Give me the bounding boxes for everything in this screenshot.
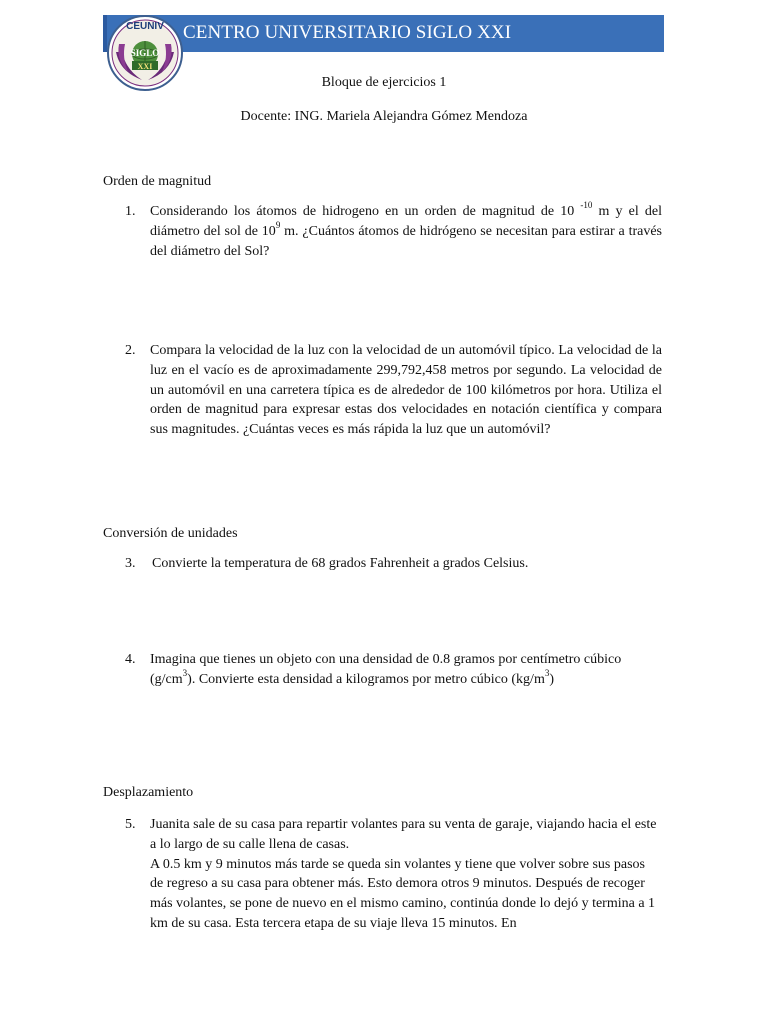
exercise-text-paragraph-1: Juanita sale de su casa para repartir volantes para su venta de garaje, viajando hacia el este a lo largo de su calle llena de casas. [150,817,657,852]
exercise-number: 1. [125,204,136,219]
section-title-desplazamiento: Desplazamiento [103,785,194,800]
exercise-text: Convierte la temperatura de 68 grados Fahrenheit a grados Celsius. [152,556,529,571]
logo-siglo-text: SIGLO [130,48,160,58]
exercise-number: 4. [125,652,136,667]
teacher-line: Docente: ING. Mariela Alejandra Gómez Mendoza [240,109,528,124]
logo-ceuniv-text: CEUNIV [126,21,164,32]
exercise-number: 3. [125,556,136,571]
section-title-conversion-de-unidades: Conversión de unidades [103,526,238,541]
exercise-3 [125,554,662,574]
institution-title: CENTRO UNIVERSITARIO SIGLO XXI [183,22,512,43]
logo-xxi-text: XXI [137,62,153,71]
exercise-5 [125,815,657,934]
exercise-text: Considerando los átomos de hidrogeno en un orden de magnitud de 10 $^{-10}$ m y el del diámetro del sol de $10^9$ m. ¿Cuántos átomos de hidrógeno se necesitan para estirar a través del diámetro del Sol? [150,200,662,259]
exercise-text-paragraph-2: A 0.5 km y 9 minutos más tarde se queda sin volantes y tiene que volver sobre sus pasos de regreso a su casa para obtener más. Esto demora otros 9 minutos. Después de recoger más volantes, se pone de nuevo en el mismo camino, continúa donde lo dejó y termina a 1 km de su casa. Esta tercera etapa de su viaje lleva 15 minutos. En [150,856,656,931]
exercise-4 [125,650,662,690]
section-title-orden-de-magnitud: Orden de magnitud [103,174,212,189]
exercise-text: Compara la velocidad de la luz con la velocidad de un automóvil típico. La velocidad de la luz en el vacío es de aproximadamente 299,792,458 metros por segundo. La velocidad de un automóvil en una carretera típica es de alrededor de 100 kilómetros por hora. Utiliza el orden de magnitud para expresar estas dos velocidades en notación científica y compara sus magnitudes. ¿Cuántas veces es más rápida la luz que un automóvil? [150,343,662,438]
exercise-2 [125,341,662,440]
block-title: Bloque de ejercicios 1 [321,75,447,90]
exercise-1 [125,202,662,261]
exercise-number: 2. [125,343,136,358]
exercise-number: 5. [125,817,136,832]
exercise-text: Imagina que tienes un objeto con una densidad de 0.8 gramos por centímetro cúbico $(g/cm^3)$. Convierte esta densidad a kilogramos por metro cúbico $(kg/m^3)$ [150,652,622,687]
